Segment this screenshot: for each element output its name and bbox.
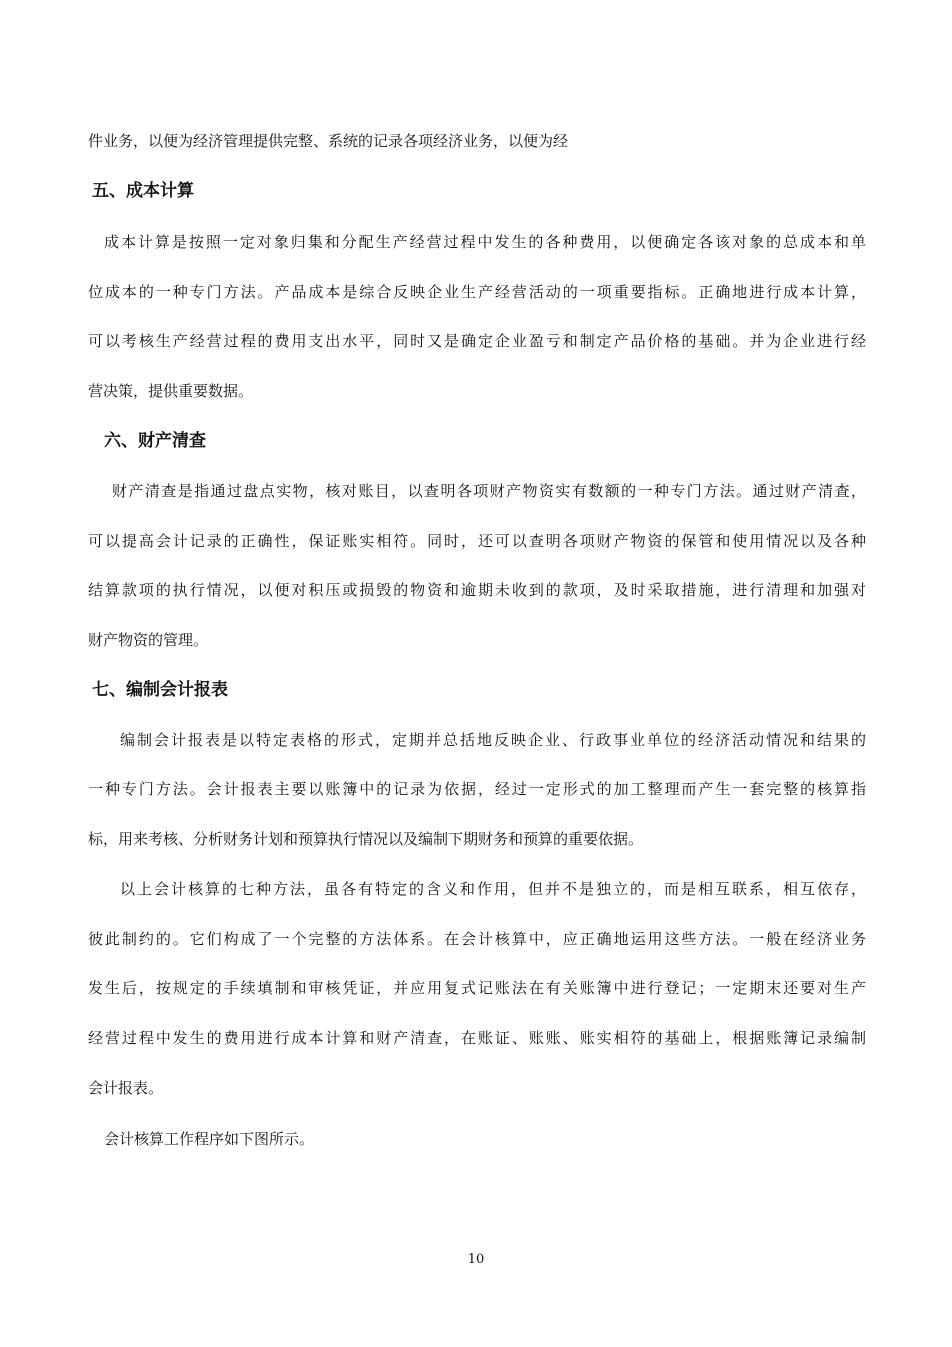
paragraph-line: 以上会计核算的七种方法，虽各有特定的含义和作用，但并不是独立的，而是相互联系，相互依存，	[120, 880, 866, 898]
section-heading-property-inventory: 六、财产清查	[104, 431, 206, 451]
paragraph-line: 会计核算工作程序如下图所示。	[104, 1130, 315, 1148]
section-heading-cost-calculation: 五、成本计算	[92, 181, 194, 201]
paragraph-line: 发生后，按规定的手续填制和审核凭证，并应用复式记账法在有关账簿中进行登记；一定期末还要对生产	[88, 979, 866, 997]
paragraph-line: 件业务，以便为经济管理提供完整、系统的记录各项经济业务，以便为经	[88, 132, 569, 150]
paragraph-line: 经营过程中发生的费用进行成本计算和财产清查，在账证、账账、账实相符的基础上，根据账簿记录编制	[88, 1029, 866, 1047]
paragraph-line: 可以提高会计记录的正确性，保证账实相符。同时，还可以查明各项财产物资的保管和使用情况以及各种	[88, 532, 866, 550]
paragraph-line: 标，用来考核、分析财务计划和预算执行情况以及编制下期财务和预算的重要依据。	[88, 830, 644, 848]
paragraph-line: 位成本的一种专门方法。产品成本是综合反映企业生产经营活动的一项重要指标。正确地进行成本计算，	[88, 283, 866, 301]
paragraph-line: 结算款项的执行情况，以便对积压或损毁的物资和逾期未收到的款项，及时采取措施，进行清理和加强对	[88, 581, 866, 599]
paragraph-line: 成本计算是按照一定对象归集和分配生产经营过程中发生的各种费用，以便确定各该对象的总成本和单	[104, 233, 866, 251]
section-heading-accounting-statements: 七、编制会计报表	[92, 680, 228, 700]
paragraph-line: 营决策，提供重要数据。	[88, 382, 254, 400]
paragraph-line: 财产物资的管理。	[88, 631, 209, 649]
paragraph-line: 彼此制约的。它们构成了一个完整的方法体系。在会计核算中，应正确地运用这些方法。一般在经济业务	[88, 930, 866, 948]
paragraph-line: 一种专门方法。会计报表主要以账簿中的记录为依据，经过一定形式的加工整理而产生一套完整的核算指	[88, 780, 866, 798]
paragraph-line: 会计报表。	[88, 1079, 164, 1097]
paragraph-line: 可以考核生产经营过程的费用支出水平，同时又是确定企业盈亏和制定产品价格的基础。并为企业进行经	[88, 332, 866, 350]
paragraph-line: 编制会计报表是以特定表格的形式，定期并总括地反映企业、行政事业单位的经济活动情况和结果的	[120, 731, 866, 749]
page-number: 10	[467, 1252, 485, 1267]
paragraph-line: 财产清查是指通过盘点实物，核对账目，以查明各项财产物资实有数额的一种专门方法。通过财产清查，	[112, 482, 866, 500]
